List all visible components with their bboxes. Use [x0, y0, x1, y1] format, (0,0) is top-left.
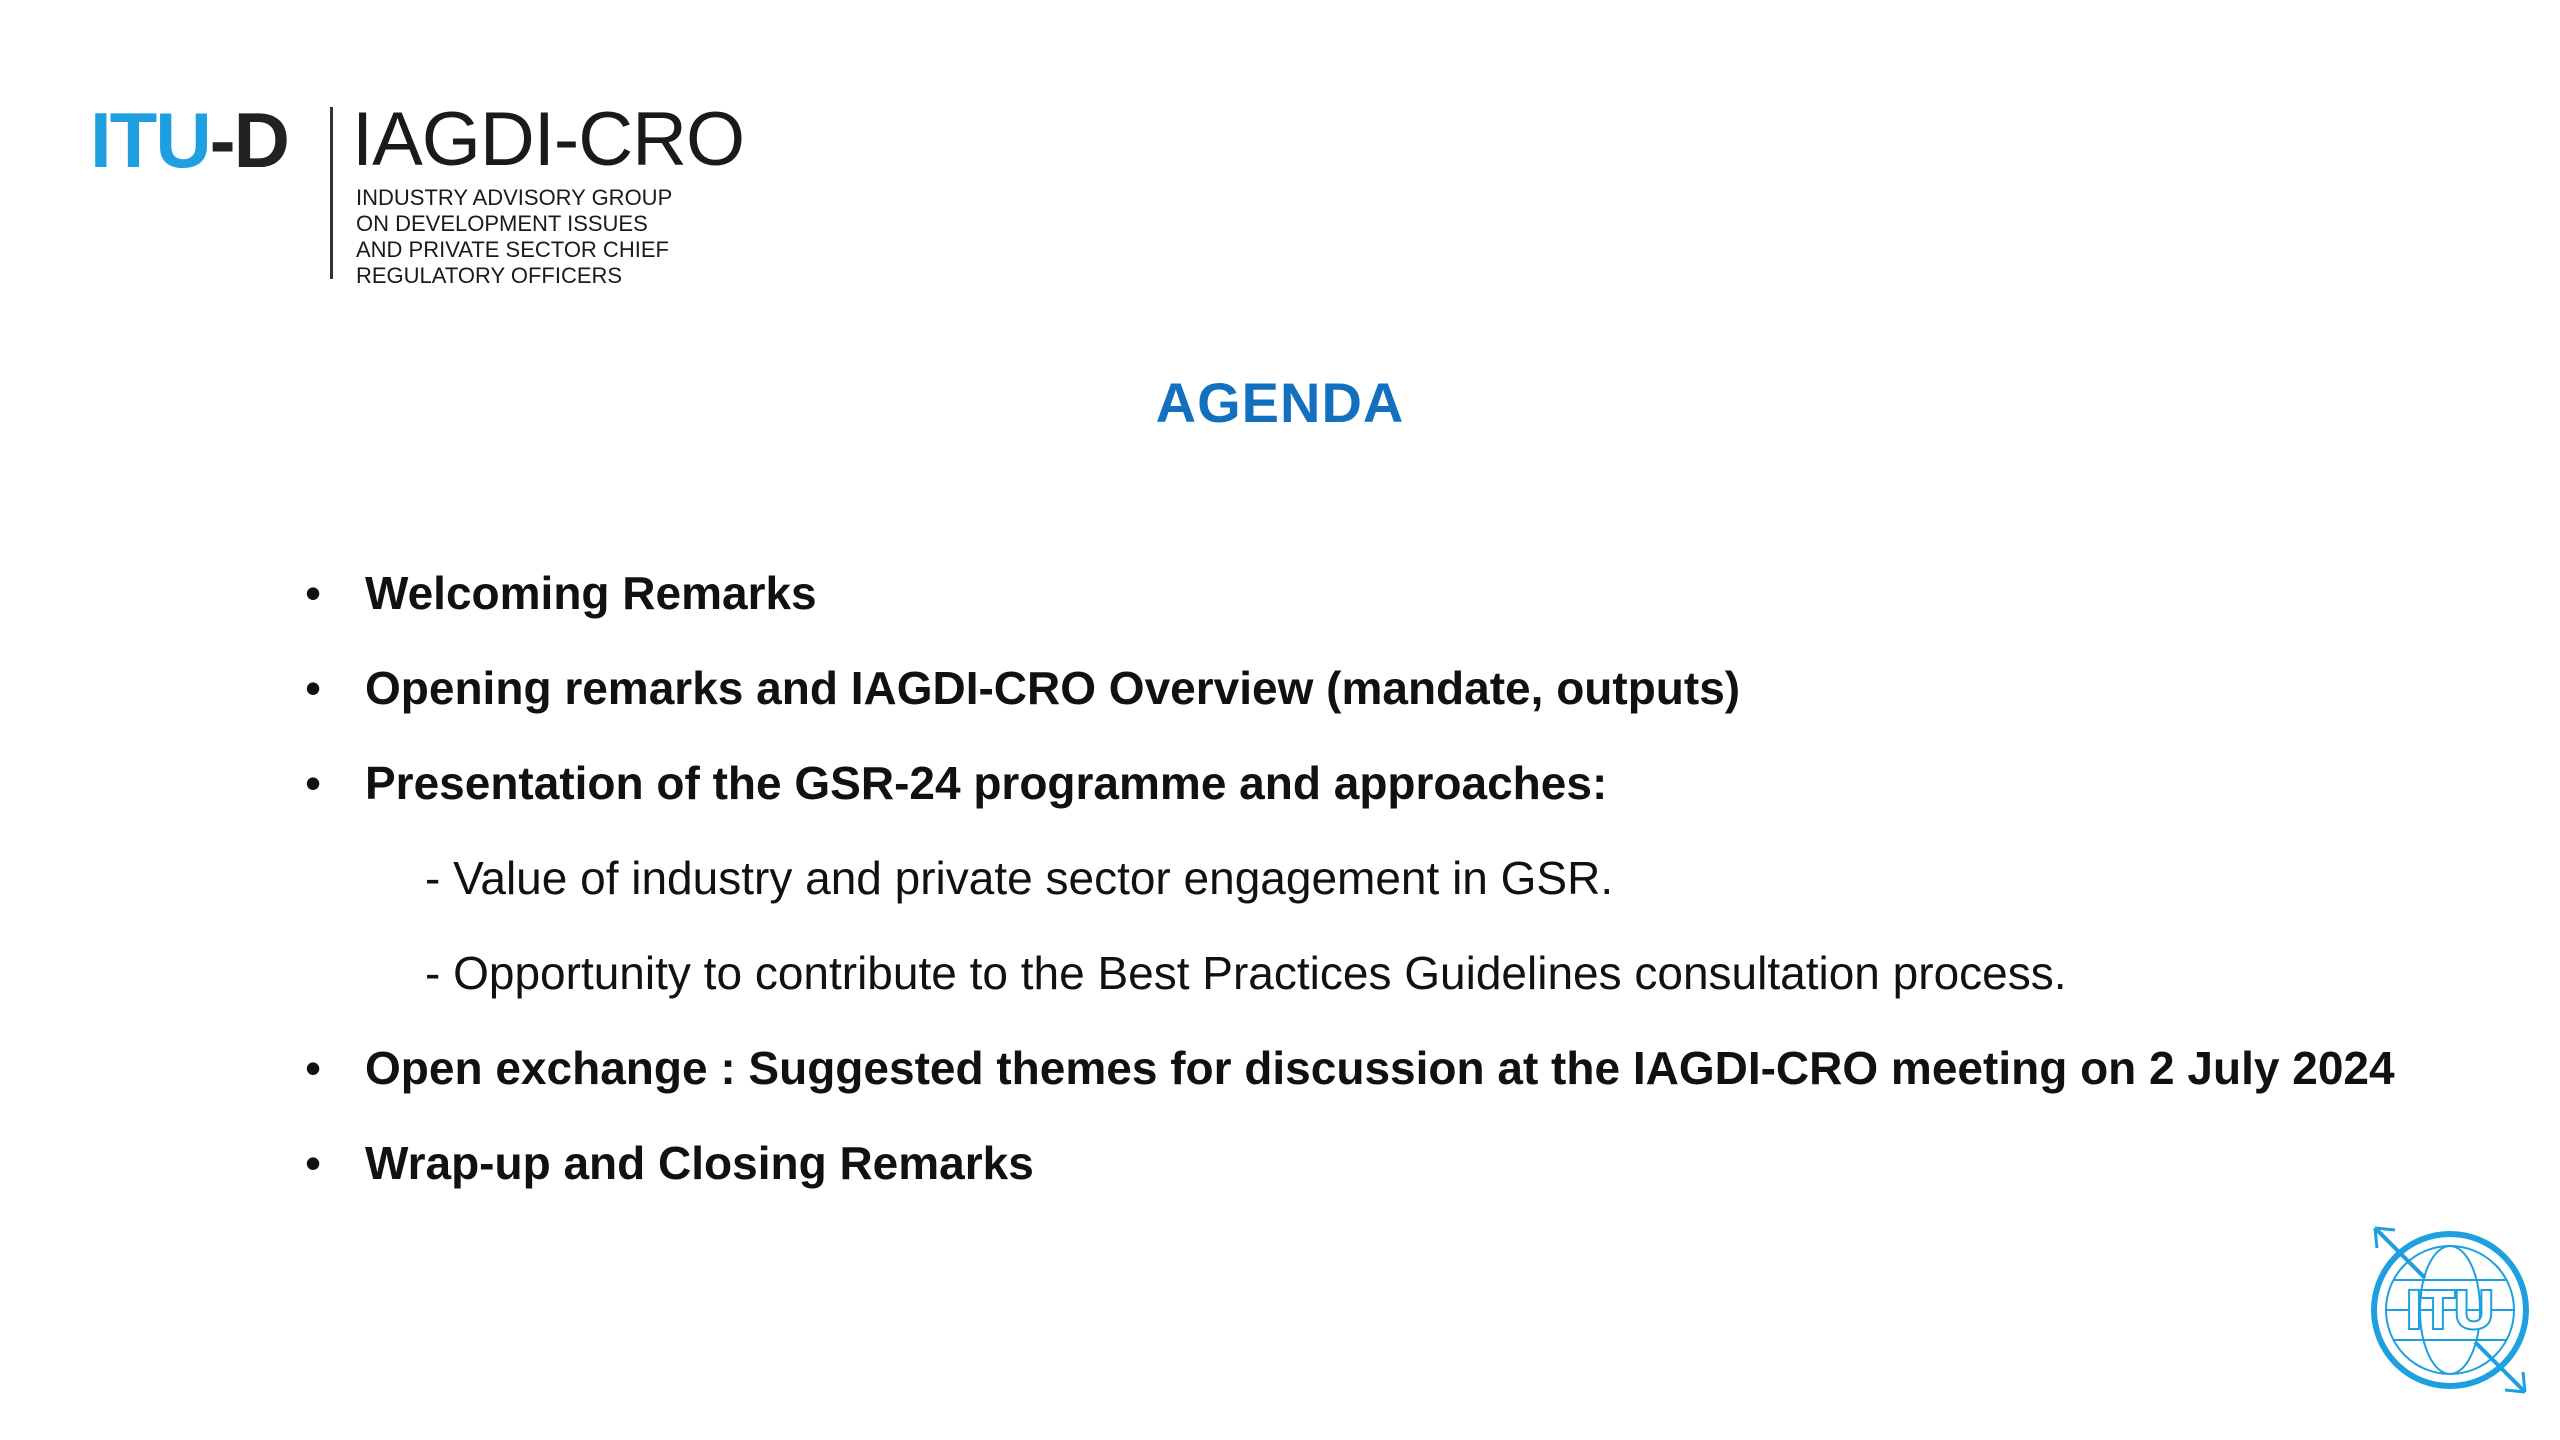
agenda-subitem-text: - Value of industry and private sector engagement in GSR.: [425, 852, 1614, 904]
itu-emblem-icon: [2365, 1220, 2535, 1395]
agenda-subitem: [300, 840, 2400, 935]
agenda-item-text: Welcoming Remarks: [365, 567, 817, 619]
agenda-list: [300, 555, 2400, 1220]
itu-d-wordmark: [90, 95, 288, 185]
group-subtitle-line: ON DEVELOPMENT ISSUES: [356, 211, 648, 236]
bullet: •: [305, 1042, 322, 1094]
group-subtitle-line: INDUSTRY ADVISORY GROUP: [356, 185, 673, 210]
bullet: •: [305, 662, 322, 714]
agenda-item: [300, 1030, 2400, 1125]
agenda-item: [300, 650, 2400, 745]
agenda-subitem-text: - Opportunity to contribute to the Best Practices Guidelines consultation process.: [425, 947, 2067, 999]
agenda-item-text: Presentation of the GSR-24 programme and approaches:: [365, 757, 1608, 809]
agenda-subitem: [300, 935, 2400, 1030]
bullet: •: [305, 1137, 322, 1189]
agenda-item: [300, 1125, 2400, 1220]
group-name: IAGDI-CRO: [352, 97, 745, 182]
group-subtitle-line: REGULATORY OFFICERS: [356, 263, 623, 288]
agenda-item: [300, 555, 2400, 650]
agenda-item-text: Wrap-up and Closing Remarks: [365, 1137, 1034, 1189]
bullet: •: [305, 757, 322, 809]
agenda-item-text: Opening remarks and IAGDI-CRO Overview (mandate, outputs): [365, 662, 1741, 714]
agenda-item: [300, 745, 2400, 840]
bullet: •: [305, 567, 322, 619]
group-subtitle-line: AND PRIVATE SECTOR CHIEF: [356, 237, 669, 262]
page-title: AGENDA: [1155, 371, 1405, 434]
agenda-item-text: Open exchange : Suggested themes for discussion at the IAGDI-CRO meeting on 2 July 2024: [365, 1042, 2395, 1094]
group-subtitle: [356, 185, 672, 289]
logo-divider: [330, 107, 333, 279]
iagdi-cro-logo: [90, 95, 850, 288]
emblem-text: ITU: [2406, 1280, 2494, 1340]
itu-wordmark: ITU: [90, 96, 210, 184]
d-wordmark: -D: [209, 96, 288, 184]
